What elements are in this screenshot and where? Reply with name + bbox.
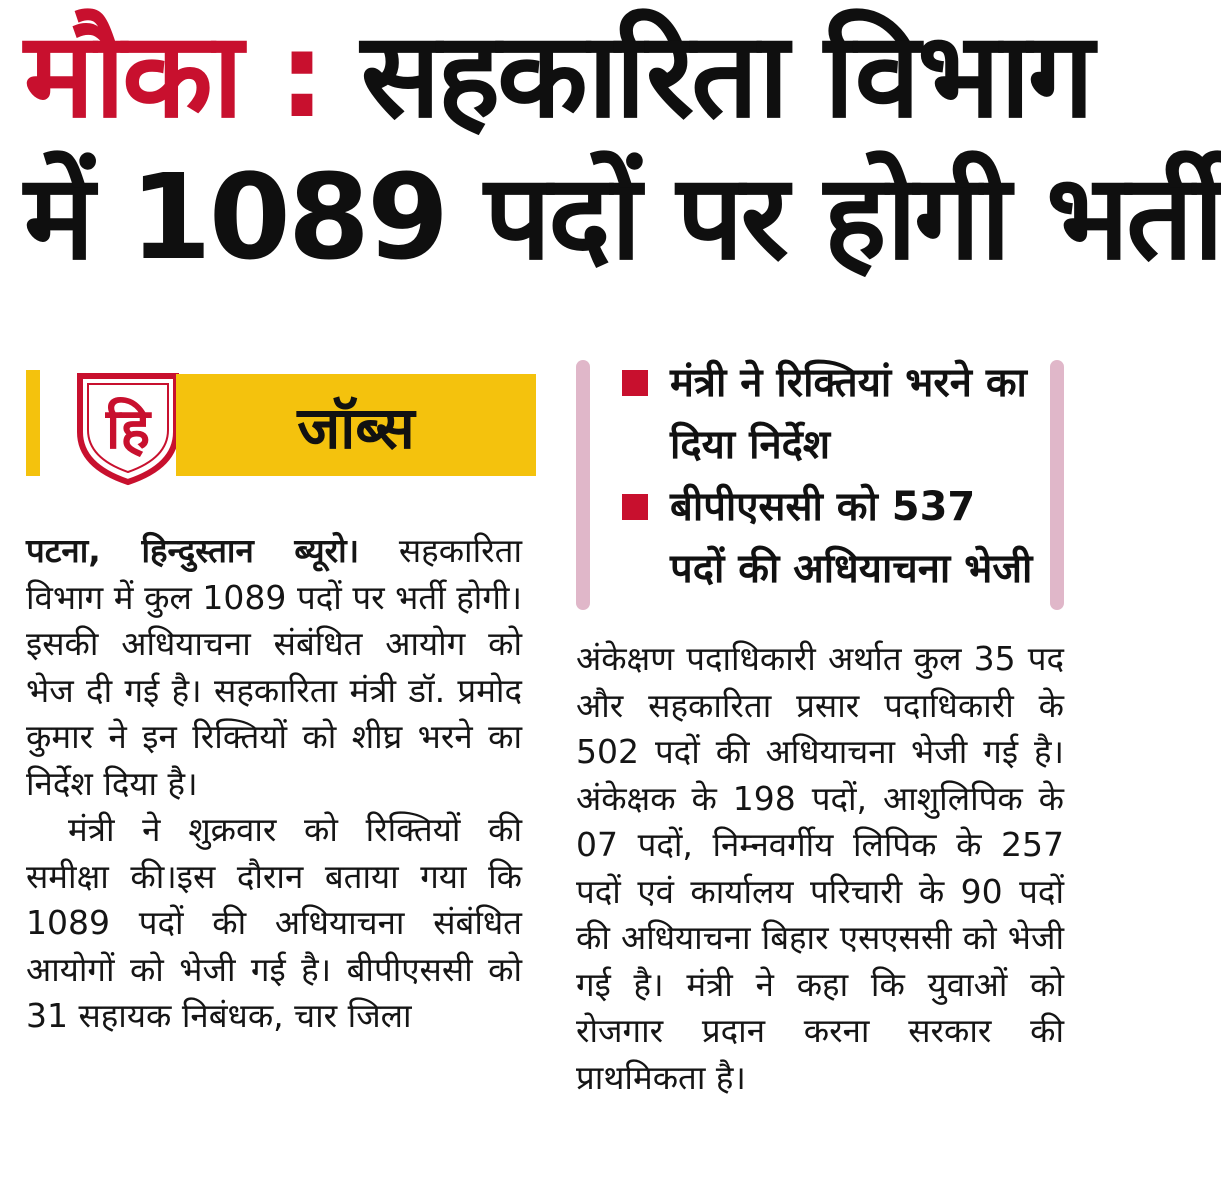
highlights-box [576,352,1064,610]
highlight-text: मंत्री ने रिक्तियां भरने का दिया निर्देश [670,360,1027,468]
headline-line-1-rest: सहकारिता विभाग [360,6,1092,144]
article-para1-text: सहकारिता विभाग में कुल 1089 पदों पर भर्ती होगी। इसकी अधियाचना संबंधित आयोग को भेज दी गई है। सहकारिता मंत्री डॉ. प्रमोद कुमार ने इन रिक्तियों को शीघ्र भरने का निर्देश दिया है। [26,531,522,803]
bullet-square-icon [622,370,648,396]
section-label: जॉब्स [176,374,536,476]
dateline: पटना, हिन्दुस्तान ब्यूरो। [26,531,360,570]
logo-letter: हि [105,397,151,462]
highlight-item [622,352,1042,476]
section-stripe [26,370,40,476]
headline [24,4,1221,288]
article-paragraph-3: अंकेक्षण पदाधिकारी अर्थात कुल 35 पद और सहकारिता प्रसार पदाधिकारी के 502 पदों की अधियाचना भेजी गई है। अंकेक्षक के 198 पदों, आशुलिपिक के 07 पदों, निम्नवर्गीय लिपिक के 257 पदों एवं कार्यालय परिचारी के 90 पदों की अधियाचना बिहार एसएससी को भेजी गई है। मंत्री ने कहा कि युवाओं को रोजगार प्रदान करना सरकार की प्राथमिकता है। [576,639,1064,1097]
article-column-left [26,528,522,1040]
article-paragraph-2: मंत्री ने शुक्रवार को रिक्तियों की समीक्षा की।इस दौरान बताया गया कि 1089 पदों की अधियाचना संबंधित आयोगों को भेजी गई है। बीपीएससी को 31 सहायक निबंधक, चार जिला [26,810,522,1035]
highlight-text: बीपीएससी को 537 पदों की अधियाचना भेजी [670,484,1033,592]
headline-line-2: में 1089 पदों पर होगी भर्ती [24,148,1221,286]
highlights-bracket-right [1050,360,1064,610]
article-paragraph-1 [26,528,522,807]
headline-kicker: मौका : [24,6,323,144]
article-column-right [576,636,1064,1101]
hindustan-logo-icon [66,362,190,486]
highlights-bracket-left [576,360,590,610]
bullet-square-icon [622,494,648,520]
headline-line-1 [24,4,1092,146]
highlight-item [622,476,1042,600]
section-bar [26,370,536,476]
